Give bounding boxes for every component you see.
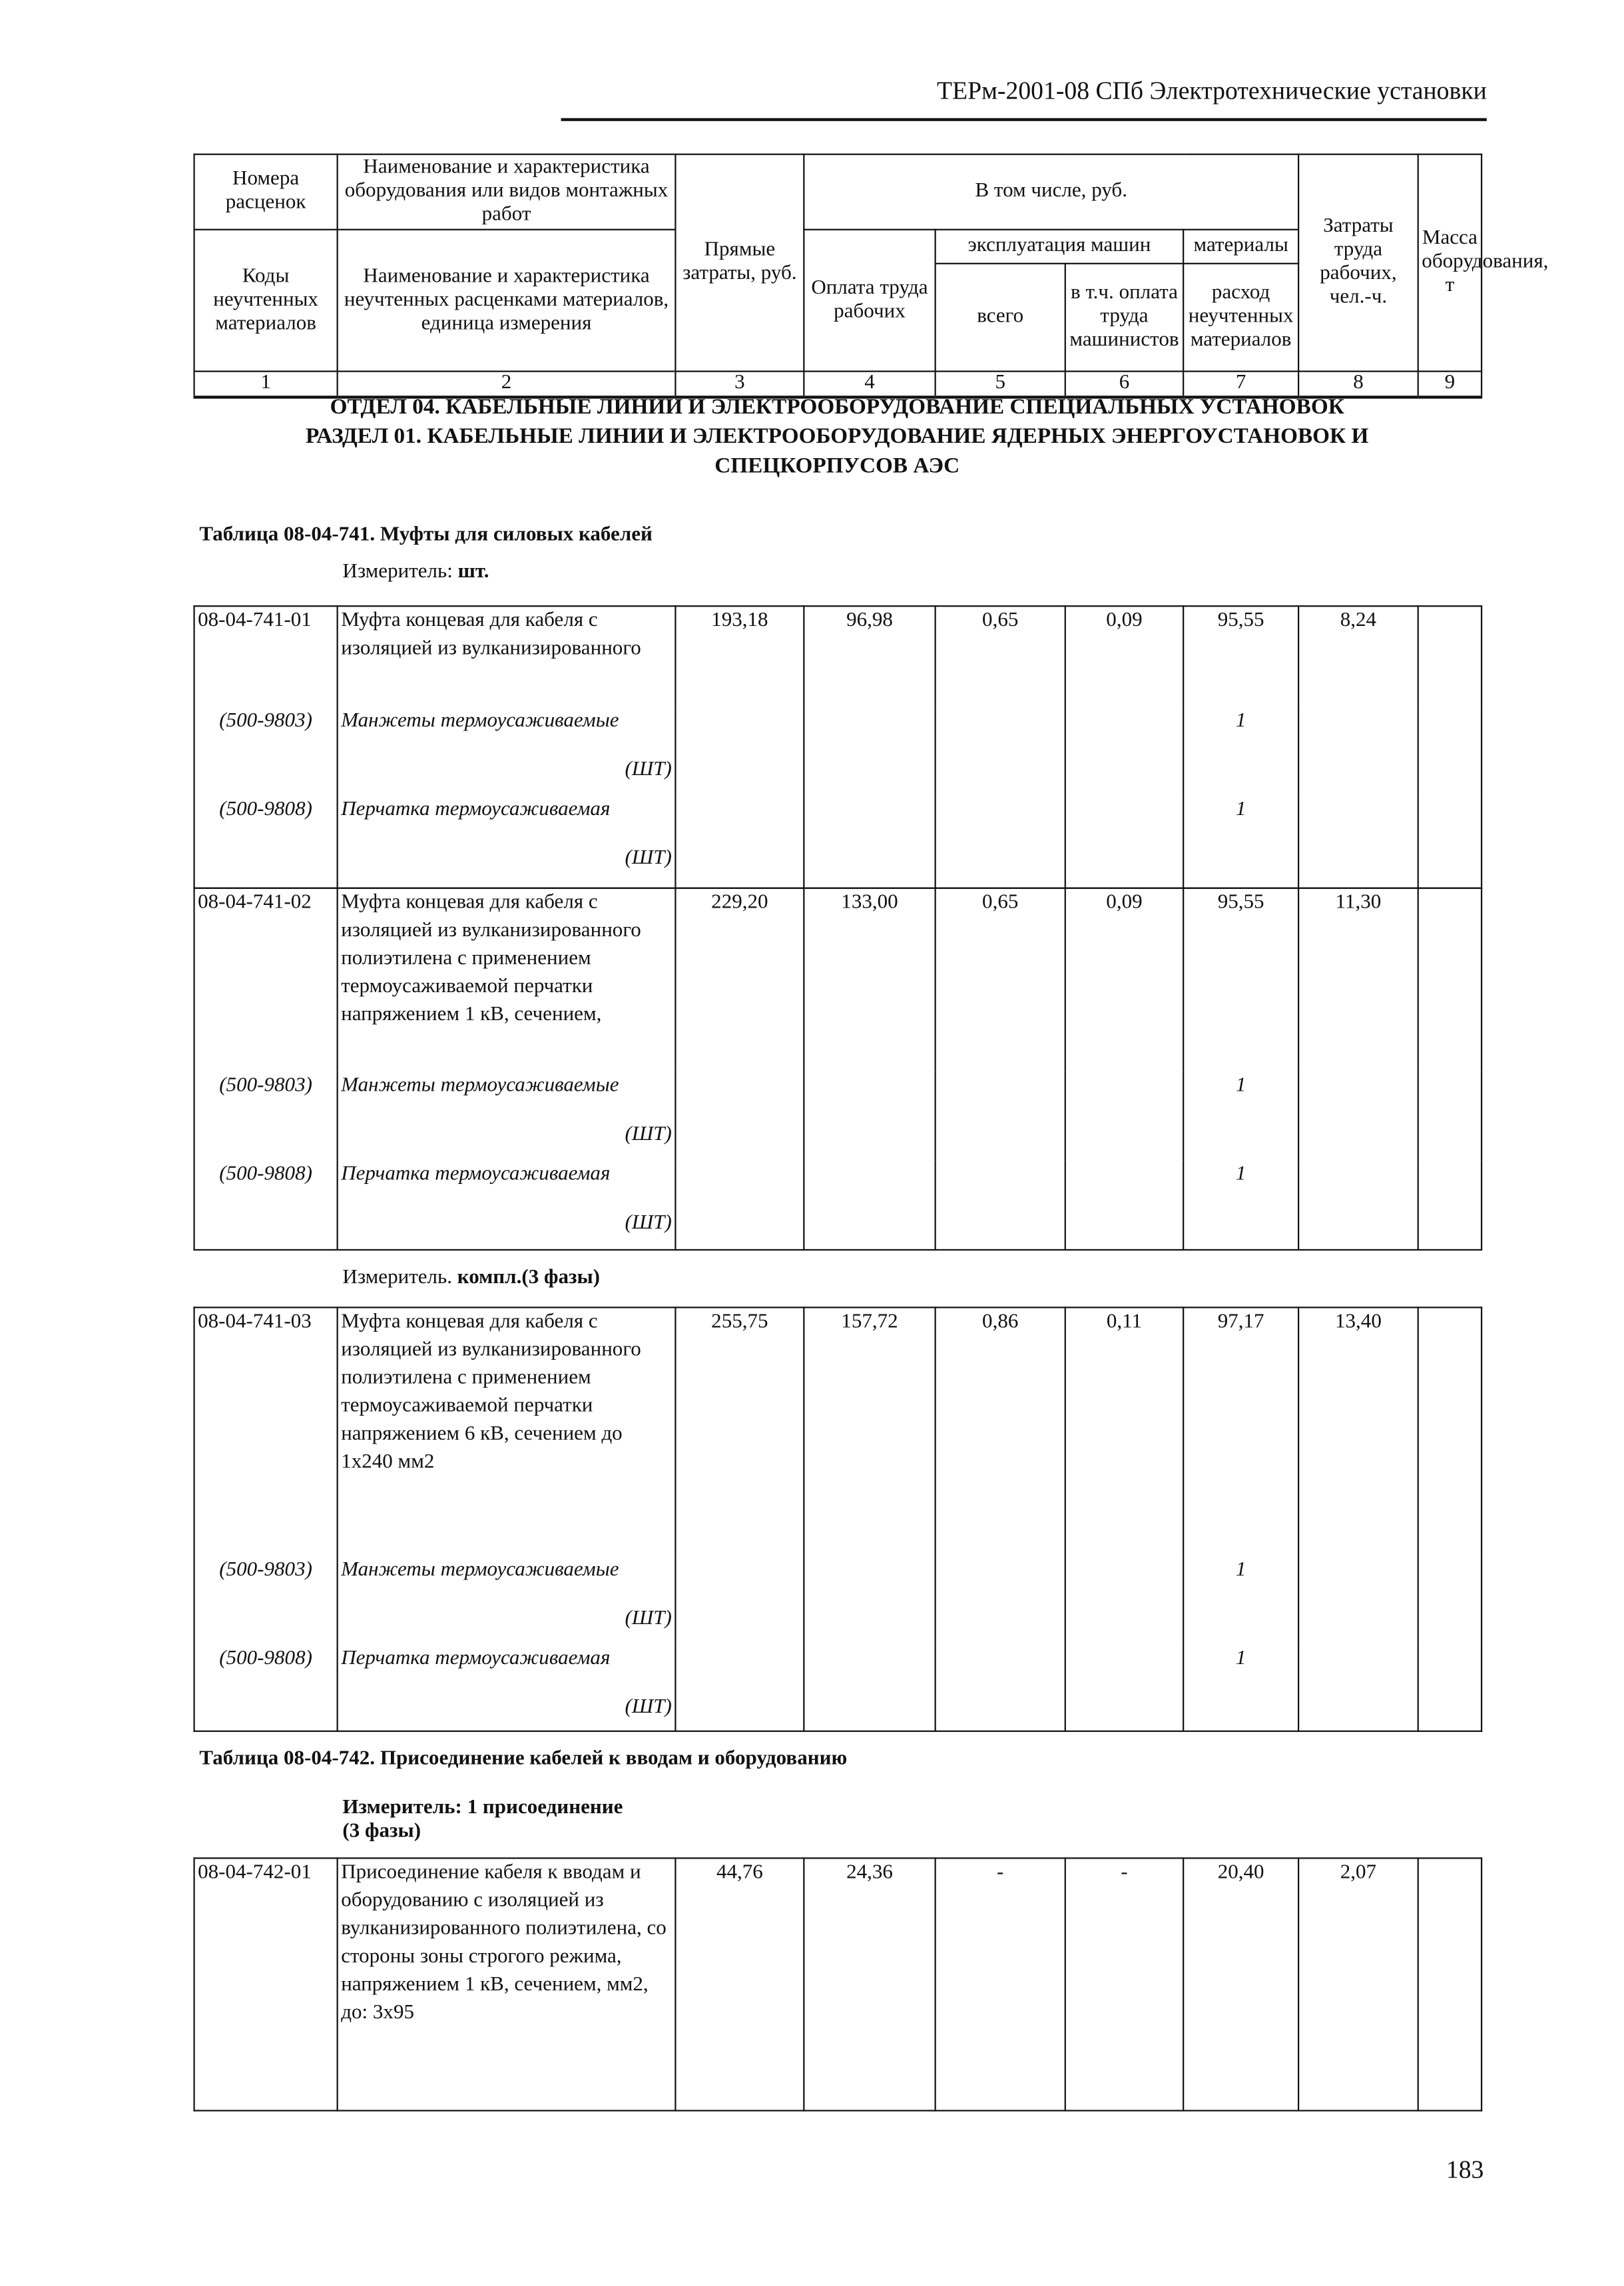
cell-materials: 20,40 [1183, 1858, 1298, 2110]
header-rule [561, 118, 1487, 121]
col-num: 7 [1183, 372, 1298, 398]
material-qty: 1 [1183, 1645, 1298, 1731]
material-name-cell [338, 1161, 676, 1250]
cell-direct: 44,76 [675, 1858, 804, 2110]
section-line: РАЗДЕЛ 01. КАБЕЛЬНЫЕ ЛИНИИ И ЭЛЕКТРООБОРУДОВАНИЕ ЯДЕРНЫХ ЭНЕРГОУСТАНОВОК И [306, 425, 1369, 449]
cell-labor: 96,98 [804, 606, 935, 707]
measure-label-text: Измеритель: 1 присоединение [342, 1797, 623, 1819]
material-row [194, 796, 1482, 888]
table-row [194, 1858, 1482, 2110]
col-num: 3 [675, 372, 804, 398]
cell-mass [1418, 1307, 1482, 1556]
material-row [194, 1161, 1482, 1250]
row-code: 08-04-741-02 [194, 888, 338, 1072]
table-row [194, 888, 1482, 1072]
col1-header-b: Коды неучтенных материалов [194, 230, 338, 372]
col-num: 2 [338, 372, 676, 398]
cell-machines: 0,65 [936, 888, 1065, 1072]
material-code: (500-9803) [194, 1556, 338, 1645]
material-name-cell [338, 796, 676, 888]
cell-hours: 2,07 [1298, 1858, 1418, 2110]
measure-label-text: (3 фазы) [342, 1820, 421, 1843]
price-table [193, 888, 1482, 1251]
cell-hours: 11,30 [1298, 888, 1418, 1072]
material-row [194, 1645, 1482, 1731]
material-row [194, 707, 1482, 796]
row-name: Муфта концевая для кабеля с изоляцией из вулканизированного полиэтилена с применением термоусаживаемой перчатки напряжением 6 кВ, сечением до 1x240 мм2 [338, 1307, 676, 1556]
measure-label [342, 1267, 600, 1290]
page-number: 183 [1446, 2155, 1484, 2184]
cell-operators: - [1065, 1858, 1183, 2110]
col2-header-a: Наименование и характеристика оборудования или видов монтажных работ [338, 154, 676, 230]
table-row [194, 606, 1482, 707]
material-qty: 1 [1183, 796, 1298, 888]
cell-hours: 13,40 [1298, 1307, 1418, 1556]
cell-materials: 95,55 [1183, 888, 1298, 1072]
cell-mass [1418, 1858, 1482, 2110]
cell-direct: 229,20 [675, 888, 804, 1072]
cell-operators: 0,09 [1065, 888, 1183, 1072]
cell-machines: 0,86 [936, 1307, 1065, 1556]
material-name-cell [338, 1072, 676, 1161]
running-header: ТЕРм-2001-08 СПб Электротехнические установки [937, 77, 1487, 105]
col3-header: Прямые затраты, руб. [675, 154, 804, 372]
measure-label-text: Измеритель: [342, 561, 458, 583]
exp-header: эксплуатация машин [936, 230, 1184, 264]
material-code: (500-9808) [194, 1161, 338, 1250]
col9-header: Масса оборудования, т [1418, 154, 1482, 372]
table-row [194, 1307, 1482, 1556]
cell-operators: 0,09 [1065, 606, 1183, 707]
section-heading [193, 393, 1480, 481]
cell-direct: 193,18 [675, 606, 804, 707]
material-name: Манжеты термоусаживаемые [341, 710, 619, 732]
material-name: Манжеты термоусаживаемые [341, 1559, 619, 1581]
material-name: Перчатка термоусаживаемая [341, 1163, 611, 1186]
material-qty: 1 [1183, 1161, 1298, 1250]
row-name: Муфта концевая для кабеля с изоляцией из вулканизированного полиэтилена с применением термоусаживаемой перчатки напряжением 1 кВ, сечением, [338, 888, 676, 1072]
material-qty: 1 [1183, 707, 1298, 796]
measure-label-text: Измеритель. [342, 1267, 457, 1289]
measure-unit: компл.(3 фазы) [457, 1267, 601, 1289]
material-name: Перчатка термоусаживаемая [341, 1647, 611, 1670]
table-caption: Таблица 08-04-742. Присоединение кабелей к вводам и оборудованию [199, 1748, 848, 1771]
material-code: (500-9808) [194, 796, 338, 888]
cell-materials: 97,17 [1183, 1307, 1298, 1556]
col7-header: расход неучтенных материалов [1183, 264, 1298, 372]
measure-label [342, 1797, 623, 1844]
cell-labor: 157,72 [804, 1307, 935, 1556]
row-name: Муфта концевая для кабеля с изоляцией из вулканизированного [338, 606, 676, 707]
cell-labor: 133,00 [804, 888, 935, 1072]
material-code: (500-9803) [194, 707, 338, 796]
column-header-table [193, 154, 1549, 399]
measure-unit: шт. [457, 561, 489, 583]
material-qty: 1 [1183, 1556, 1298, 1645]
cell-labor: 24,36 [804, 1858, 935, 2110]
section-line: СПЕЦКОРПУСОВ АЭС [714, 454, 960, 479]
material-unit: (ШТ) [625, 1123, 672, 1146]
row-name: Присоединение кабеля к вводам и оборудованию с изоляцией из вулканизированного полиэтилена, со стороны зоны строгого режима, напряжением 1 кВ, сечением, мм2, до: 3x95 [338, 1858, 676, 2110]
table-caption: Таблица 08-04-741. Муфты для силовых кабелей [199, 524, 653, 547]
cell-mass [1418, 888, 1482, 1072]
material-unit: (ШТ) [625, 847, 672, 870]
material-name-cell [338, 1645, 676, 1731]
material-code: (500-9808) [194, 1645, 338, 1731]
cell-materials: 95,55 [1183, 606, 1298, 707]
col-num: 6 [1065, 372, 1183, 398]
incl-header: В том числе, руб. [804, 154, 1298, 230]
col8-header: Затраты труда рабочих, чел.-ч. [1298, 154, 1418, 372]
cell-machines: 0,65 [936, 606, 1065, 707]
material-row [194, 1072, 1482, 1161]
col2-header-b: Наименование и характеристика неучтенных расценками материалов, единица измерения [338, 230, 676, 372]
cell-direct: 255,75 [675, 1307, 804, 1556]
row-code: 08-04-741-01 [194, 606, 338, 707]
material-unit: (ШТ) [625, 1212, 672, 1235]
col4-header: Оплата труда рабочих [804, 230, 935, 372]
col-num: 8 [1298, 372, 1418, 398]
col-num: 1 [194, 372, 338, 398]
col1-header-a: Номера расценок [194, 154, 338, 230]
col6-header: в т.ч. оплата труда машинистов [1065, 264, 1183, 372]
material-name: Перчатка термоусаживаемая [341, 798, 611, 821]
material-unit: (ШТ) [625, 1696, 672, 1719]
row-code: 08-04-741-03 [194, 1307, 338, 1556]
mat-header: материалы [1183, 230, 1298, 264]
cell-mass [1418, 606, 1482, 707]
material-name: Манжеты термоусаживаемые [341, 1075, 619, 1097]
cell-machines: - [936, 1858, 1065, 2110]
material-name-cell [338, 707, 676, 796]
material-name-cell [338, 1556, 676, 1645]
cell-hours: 8,24 [1298, 606, 1418, 707]
cell-operators: 0,11 [1065, 1307, 1183, 1556]
row-code: 08-04-742-01 [194, 1858, 338, 2110]
measure-label [342, 561, 489, 585]
col-num: 4 [804, 372, 935, 398]
material-row [194, 1556, 1482, 1645]
material-qty: 1 [1183, 1072, 1298, 1161]
material-unit: (ШТ) [625, 758, 672, 781]
price-table [193, 1857, 1482, 2111]
col-num: 9 [1418, 372, 1482, 398]
material-unit: (ШТ) [625, 1607, 672, 1630]
section-line: ОТДЕЛ 04. КАБЕЛЬНЫЕ ЛИНИИ И ЭЛЕКТРООБОРУДОВАНИЕ СПЕЦИАЛЬНЫХ УСТАНОВОК [330, 396, 1344, 420]
col5-header: всего [936, 264, 1065, 372]
col-num: 5 [936, 372, 1065, 398]
price-table [193, 1306, 1482, 1732]
material-code: (500-9803) [194, 1072, 338, 1161]
price-table [193, 605, 1482, 889]
